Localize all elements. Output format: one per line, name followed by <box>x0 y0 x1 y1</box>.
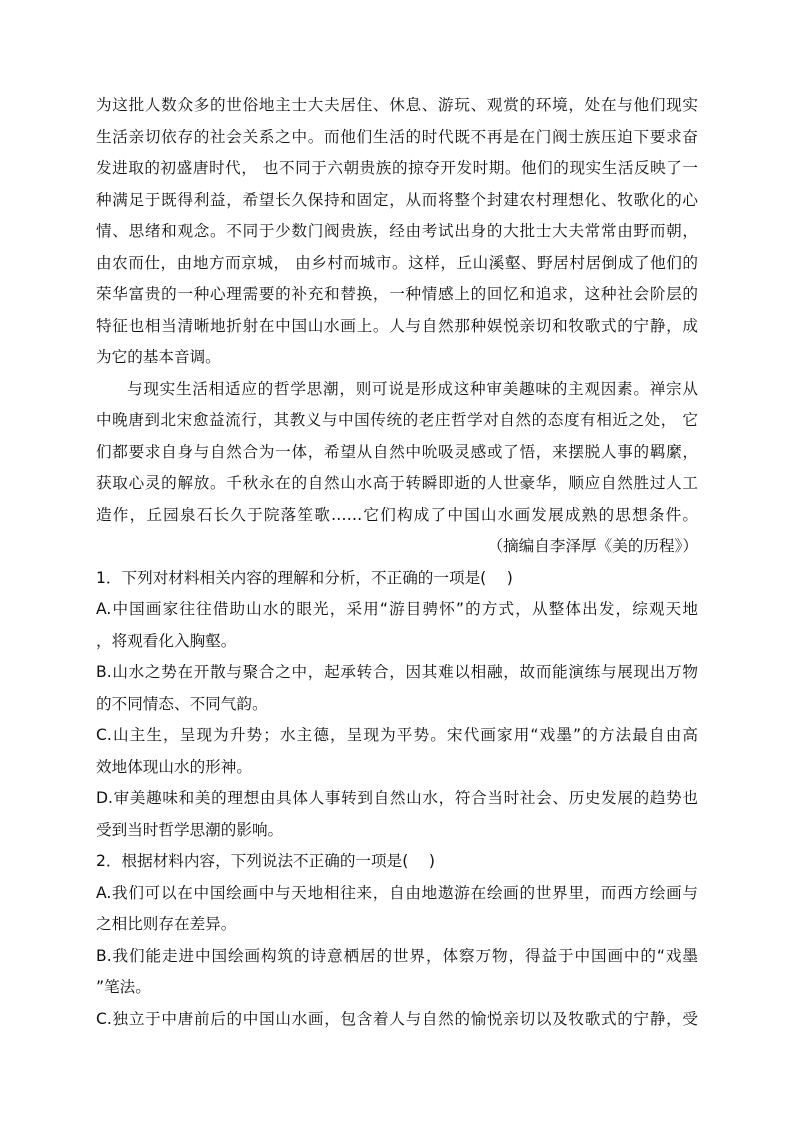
text-line: 为这批人数众多的世俗地主士大夫居住、休息、游玩、观赏的环境，处在与他们现实 <box>96 96 698 114</box>
option-a: A.中国画家往往借助山水的眼光，采用“游目骋怀”的方式，从整体出发，综观天地 <box>96 600 698 618</box>
text-line: 中晚唐到北宋愈益流行，其教义与中国传统的老庄哲学对自然的态度有相近之处， 它 <box>96 411 698 429</box>
text-line: 荣华富贵的一种心理需要的补充和替换，一种情感上的回忆和追求，这种社会阶层的 <box>96 285 698 303</box>
question-2 <box>96 846 698 1035</box>
text-line: 情、思绪和观念。不同于少数门阀贵族，经由考试出身的大批士大夫常常由野而朝， <box>96 222 698 240</box>
text-line: 造作，丘园泉石长久于院落笙歌……它们构成了中国山水画发展成熟的思想条件。 <box>96 505 698 524</box>
option-c-cont: 效地体现山水的形神。 <box>96 757 252 776</box>
text-line: 发进取的初盛唐时代， 也不同于六朝贵族的掠夺开发时期。他们的现实生活反映了一 <box>96 159 698 177</box>
option-b: B.我们能走进中国绘画构筑的诗意栖居的世界，体察万物，得益于中国画中的“戏墨 <box>96 946 698 965</box>
option-c: C.独立于中唐前后的中国山水画，包含着人与自然的愉悦亲切以及牧歌式的宁静，受 <box>96 1009 698 1028</box>
passage-paragraph-2 <box>96 374 698 532</box>
text-line: 获取心灵的解放。千秋永在的自然山水高于转瞬即逝的人世豪华，顺应自然胜过人工 <box>96 474 698 492</box>
option-a-cont: ，将观看化入胸壑。 <box>96 631 237 650</box>
option-d-cont: 受到当时哲学思潮的影响。 <box>96 820 284 839</box>
option-d: D.审美趣味和美的理想由具体人事转到自然山水，符合当时社会、历史发展的趋势也 <box>96 789 698 807</box>
option-b: B.山水之势在开散与聚合之中，起承转合，因其难以相融，故而能演练与展现出万物 <box>96 663 698 681</box>
text-line: 种满足于既得利益，希望长久保持和固定，从而将整个封建农村理想化、牧歌化的心 <box>96 190 698 209</box>
option-b-cont: 的不同情态、不同气韵。 <box>96 694 268 713</box>
document-content <box>96 90 698 1035</box>
option-c: C.山主生，呈现为升势；水主德，呈现为平势。宋代画家用“戏墨”的方法最自由高 <box>96 726 698 744</box>
question-stem: 2．根据材料内容，下列说法不正确的一项是( ) <box>96 852 435 870</box>
text-line: 为它的基本音调。 <box>96 348 221 366</box>
question-1 <box>96 563 698 847</box>
source-citation: （摘编自李泽厚《美的历程》） <box>487 537 698 555</box>
option-a-cont: 之相比则存在差异。 <box>96 915 237 933</box>
text-line: 生活亲切依存的社会关系之中。而他们生活的时代既不再是在门阀士族压迫下要求奋 <box>96 127 698 146</box>
passage-paragraph-1 <box>96 90 698 374</box>
text-line: 由农而仕，由地方而京城， 由乡村而城市。这样，丘山溪壑、野居村居倒成了他们的 <box>96 253 698 272</box>
text-line: 特征也相当清晰地折射在中国山水画上。人与自然那种娱悦亲切和牧歌式的宁静，成 <box>96 316 698 335</box>
question-stem: 1．下列对材料相关内容的理解和分析，不正确的一项是( ) <box>96 568 513 587</box>
option-a: A.我们可以在中国绘画中与天地相往来，自由地遨游在绘画的世界里，而西方绘画与 <box>96 883 698 902</box>
option-b-cont: ”笔法。 <box>96 978 151 996</box>
text-line: 与现实生活相适应的哲学思潮，则可说是形成这种审美趣味的主观因素。禅宗从 <box>127 379 698 398</box>
text-line: 们都要求自身与自然合为一体，希望从自然中吮吸灵感或了悟，来摆脱人事的羁縻， <box>96 442 698 461</box>
